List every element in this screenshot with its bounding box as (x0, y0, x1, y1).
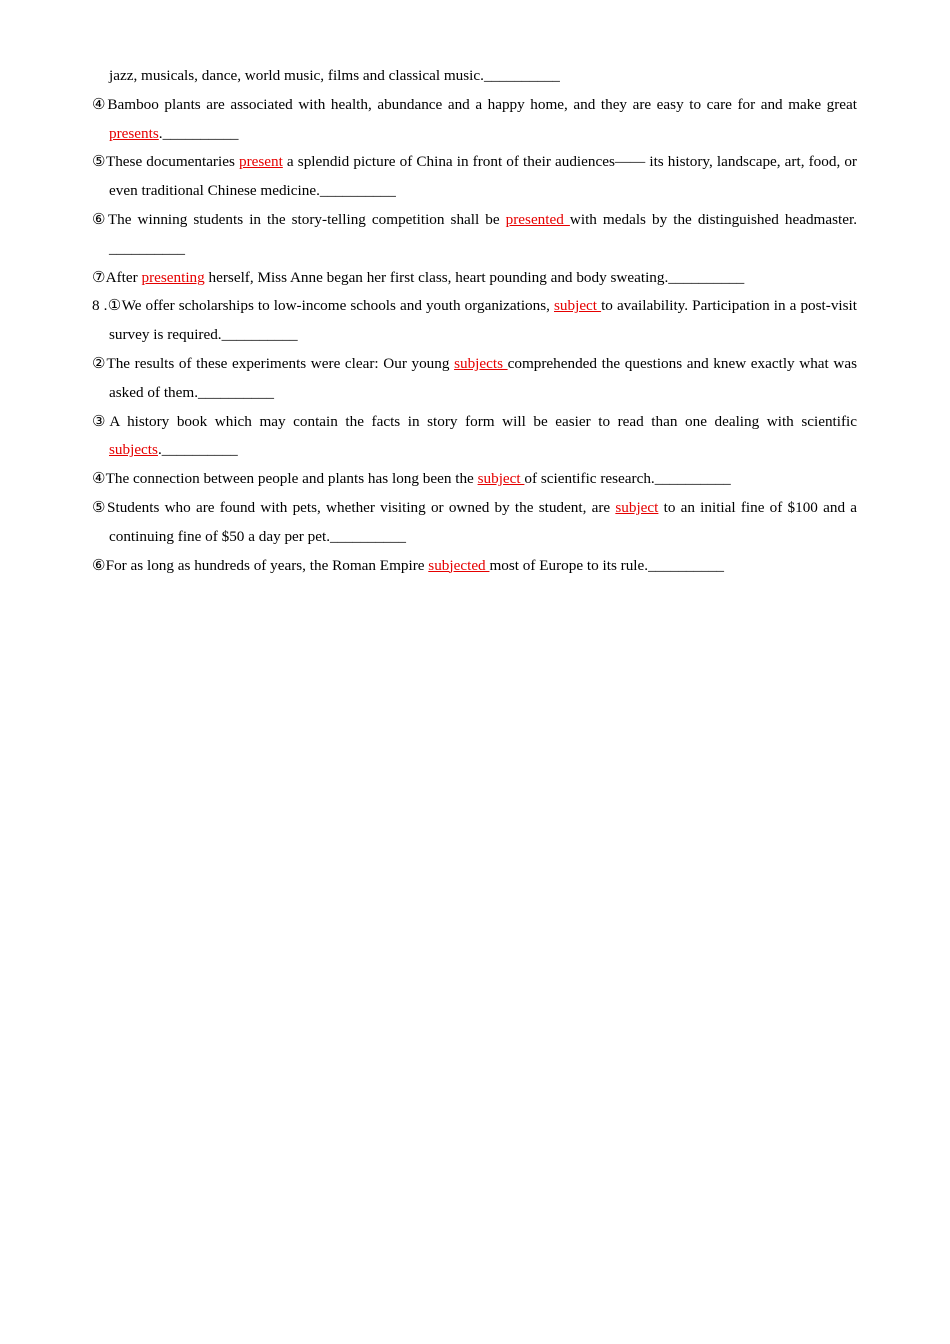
answer-blank[interactable]: __________ (161, 441, 238, 459)
highlighted-keyword: present (238, 153, 283, 171)
sentence-text: most of Europe to its rule. (489, 556, 649, 574)
sentence-text: of scientific research. (524, 470, 655, 488)
sentence-text: A history book which may contain the facts in story form will be easier to read than one dealing with scientific (109, 412, 857, 430)
sentence-text: with medals by the distinguished headmaster. (569, 210, 857, 228)
highlighted-keyword: presents (109, 124, 159, 142)
item-marker: ④ (92, 470, 106, 488)
item-marker: ② (92, 354, 107, 372)
sentence-text: The winning students in the story-telling competition shall be (107, 210, 506, 228)
sentence-text: jazz, musicals, dance, world music, films and classical music. (109, 67, 484, 84)
answer-blank[interactable]: __________ (483, 67, 560, 84)
item-marker: ⑦ (92, 268, 106, 286)
sentence-text: a splendid picture of China in front of their audiences—— its history, landscape, art, food, or even traditional Chinese medicine. (109, 153, 857, 200)
sentence-text: The results of these experiments were clear: Our young (106, 354, 455, 372)
sentence-text: These documentaries (105, 153, 239, 171)
item-marker: 8 .① (92, 297, 122, 315)
sentence-text: Bamboo plants are associated with health, abundance and a happy home, and they are easy to care for and make great (107, 95, 857, 113)
sentence-text: We offer scholarships to low-income schools and youth organizations, (121, 297, 554, 315)
answer-blank[interactable]: __________ (330, 527, 406, 545)
exercise-item-continuation (92, 62, 857, 91)
sentence-text: For as long as hundreds of years, the Roman Empire (105, 556, 429, 574)
item-marker: ⑤ (92, 498, 108, 516)
highlighted-keyword: subject (477, 470, 525, 488)
item-marker: ⑥ (92, 210, 108, 228)
highlighted-keyword: subjected (428, 556, 490, 574)
sentence-text: to availability. Participation in a post-visit survey is required. (109, 297, 857, 344)
sentence-text: The connection between people and plants has long been the (105, 470, 478, 488)
answer-blank[interactable]: __________ (198, 383, 274, 401)
highlighted-keyword: presenting (141, 268, 205, 286)
answer-blank[interactable]: __________ (109, 239, 185, 257)
sentence-text: Students who are found with pets, whether visiting or owned by the student, are (107, 498, 616, 516)
item-marker: ③ (92, 412, 110, 430)
sentence-text: . (157, 441, 162, 459)
exercise-item (92, 206, 857, 264)
exercise-item (92, 350, 857, 408)
exercise-item (92, 465, 857, 494)
exercise-list (92, 62, 857, 580)
answer-blank[interactable]: __________ (319, 182, 396, 200)
item-marker: ⑥ (92, 556, 106, 574)
answer-blank[interactable]: __________ (221, 326, 298, 344)
answer-blank[interactable]: __________ (648, 556, 724, 574)
highlighted-keyword: subject (615, 498, 659, 516)
sentence-text: After (105, 268, 142, 286)
highlighted-keyword: subjects (109, 441, 158, 459)
exercise-item (92, 552, 857, 581)
exercise-item (92, 494, 857, 552)
exercise-group-8-item (92, 292, 857, 350)
sentence-text: to an initial fine of $100 and a continuing fine of $50 a day per pet. (109, 498, 858, 545)
answer-blank[interactable]: __________ (668, 268, 745, 286)
exercise-item (92, 408, 857, 466)
exercise-item (92, 91, 857, 149)
exercise-item (92, 148, 857, 206)
highlighted-keyword: subjects (454, 354, 508, 372)
item-marker: ④ (92, 95, 108, 113)
highlighted-keyword: presented (505, 210, 570, 228)
sentence-text: comprehended the questions and knew exactly what was asked of them. (109, 354, 857, 401)
answer-blank[interactable]: __________ (654, 470, 731, 488)
answer-blank[interactable]: __________ (162, 124, 239, 142)
item-marker: ⑤ (92, 153, 106, 171)
sentence-text: herself, Miss Anne began her first class, heart pounding and body sweating. (204, 268, 669, 286)
exercise-item (92, 264, 857, 293)
highlighted-keyword: subject (554, 297, 602, 315)
sentence-text: . (158, 124, 163, 142)
